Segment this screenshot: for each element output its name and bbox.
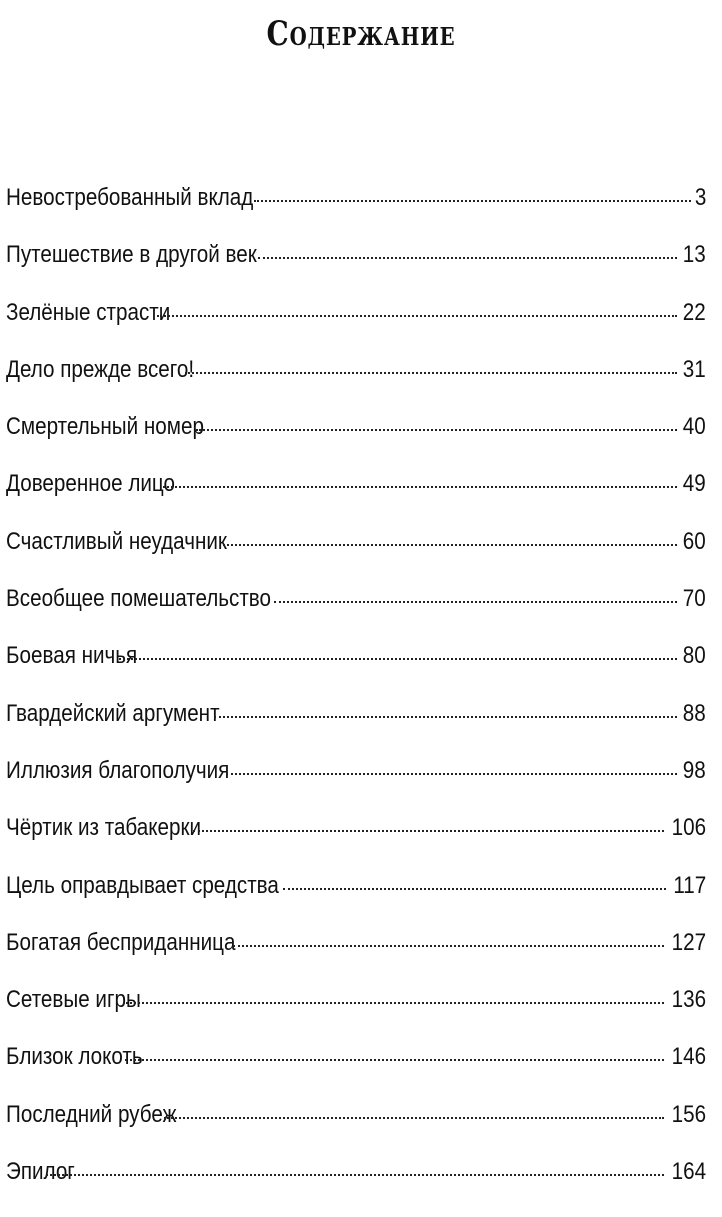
toc-entry (6, 756, 706, 816)
dot-leader (196, 429, 677, 431)
toc-entry (6, 699, 706, 759)
toc-entry (6, 587, 706, 644)
dot-leader (283, 888, 665, 890)
toc-entry (6, 1160, 706, 1217)
toc-entry-page: 31 (683, 355, 706, 383)
toc-entry-title: Иллюзия благополучия (6, 756, 230, 784)
toc-entry-page: 13 (683, 241, 706, 269)
toc-entry-title: Зелёные страсти (6, 298, 171, 326)
toc-entry-title: Богатая бесприданница (6, 928, 236, 956)
toc-entry (6, 816, 706, 873)
toc-entry-page: 127 (671, 928, 706, 956)
toc-entry (6, 527, 706, 587)
toc-entry-title: Смертельный номер (6, 413, 204, 441)
toc-entry (6, 243, 706, 300)
toc-entry (6, 928, 706, 988)
dot-leader (164, 1117, 664, 1119)
dot-leader (125, 1059, 664, 1061)
dot-leader (46, 1174, 664, 1176)
toc-entry-title: Близок локоть (6, 1043, 143, 1071)
dot-leader (223, 544, 677, 546)
page-title: Содержание (266, 14, 456, 54)
toc-entry (6, 871, 706, 931)
toc-entry-title: Цель оправдывает средства (6, 871, 279, 899)
toc-entry (6, 644, 706, 701)
toc-entry-page: 49 (683, 470, 706, 498)
toc-entry-page: 22 (683, 298, 706, 326)
toc-entry-title: Доверенное лицо (6, 470, 175, 498)
toc-entry-title: Счастливый неудачник (6, 527, 227, 555)
dot-leader (119, 658, 678, 660)
table-of-contents (6, 186, 706, 1217)
dot-leader (233, 945, 664, 947)
dot-leader (226, 773, 678, 775)
toc-entry-title: Невостребованный вклад (6, 184, 254, 211)
toc-entry-title: Боевая ничья (6, 642, 138, 670)
dot-leader (258, 257, 678, 259)
dot-leader (123, 1002, 664, 1004)
toc-entry (6, 988, 706, 1045)
toc-entry-title: Чёртик из табакерки (6, 814, 202, 842)
toc-entry-page: 146 (671, 1043, 706, 1071)
toc-entry-page: 106 (671, 814, 706, 842)
toc-entry-page: 117 (673, 871, 706, 899)
dot-leader (185, 372, 678, 374)
toc-entry-page: 136 (671, 986, 706, 1014)
toc-entry (6, 355, 706, 415)
toc-entry-page: 164 (671, 1158, 706, 1186)
dot-leader (163, 486, 678, 488)
dot-leader (193, 830, 664, 832)
toc-entry (6, 1100, 706, 1160)
toc-entry-title: Путешествие в другой век (6, 241, 257, 269)
toc-entry (6, 472, 706, 529)
dot-leader (274, 601, 677, 603)
toc-entry-title: Всеобщее помешательство (6, 585, 272, 613)
toc-entry (6, 1045, 706, 1102)
toc-entry-title: Гвардейский аргумент (6, 699, 220, 727)
toc-entry-page: 156 (671, 1100, 706, 1128)
toc-entry-page: 40 (683, 413, 706, 441)
dot-leader (254, 200, 691, 202)
dot-leader (157, 315, 677, 317)
toc-entry (6, 186, 706, 243)
toc-entry (6, 298, 706, 358)
toc-entry-title: Последний рубеж (6, 1100, 177, 1128)
toc-entry-title: Дело прежде всего! (6, 355, 195, 383)
dot-leader (214, 716, 677, 718)
toc-entry-page: 88 (683, 699, 706, 727)
toc-entry-page: 70 (683, 585, 706, 613)
toc-entry (6, 415, 706, 472)
toc-entry-title: Эпилог (6, 1158, 75, 1186)
toc-entry-page: 3 (694, 184, 706, 211)
toc-entry-title: Сетевые игры (6, 986, 141, 1014)
toc-entry-page: 98 (683, 756, 706, 784)
toc-entry-page: 80 (683, 642, 706, 670)
toc-entry-page: 60 (683, 527, 706, 555)
